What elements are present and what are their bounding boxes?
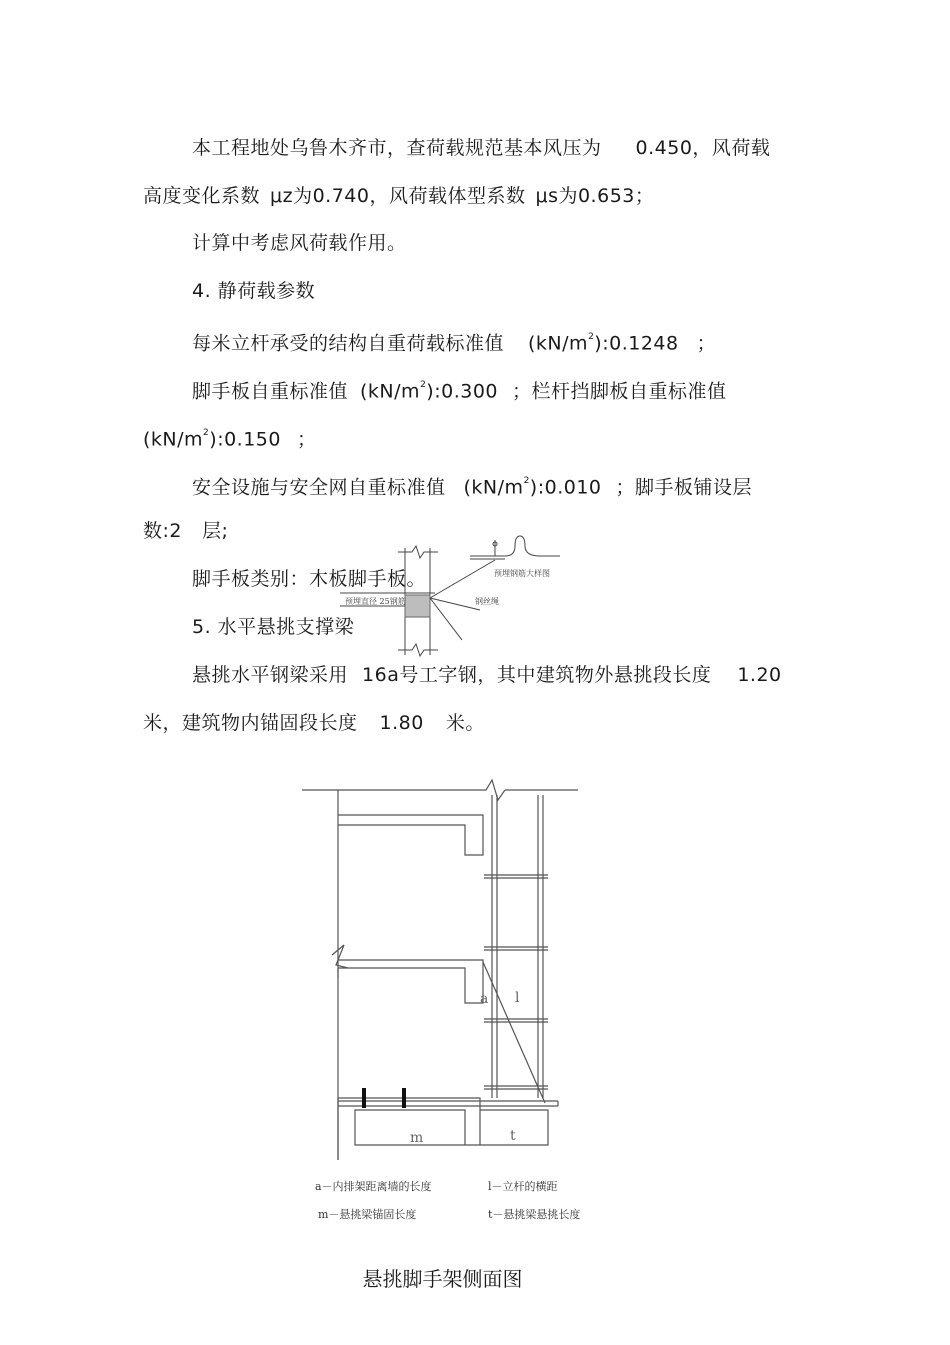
beam-text-2b: 1.80 bbox=[379, 712, 424, 734]
static-text-1a: 每米立杆承受的结构自重荷载标准值 bbox=[192, 332, 505, 355]
wire-rope-label: 钢丝绳 bbox=[475, 597, 499, 606]
a-dimension-mark: a bbox=[480, 991, 489, 1007]
beam-text-1b: 16a号工字钢，其中建筑物外悬挑段长度 bbox=[362, 664, 712, 686]
static-text-3c: ； bbox=[297, 428, 317, 451]
superscript: 2 bbox=[203, 428, 210, 438]
superscript: 2 bbox=[420, 380, 427, 390]
figure-caption: 悬挑脚手架侧面图 bbox=[362, 1267, 523, 1291]
beam-text-2c: 米。 bbox=[445, 712, 485, 734]
legend-a: a－内排架距离墙的长度 bbox=[315, 1180, 432, 1193]
legend-m: m－悬挑梁锚固长度 bbox=[318, 1208, 417, 1221]
superscript: 2 bbox=[588, 332, 595, 342]
legend-l: l－立杆的横距 bbox=[488, 1180, 558, 1193]
static-text-2d: ；栏杆挡脚板自重标准值 bbox=[512, 380, 727, 403]
l-dimension-mark: l bbox=[515, 990, 520, 1006]
static-text-4d: ；脚手板铺设层 bbox=[615, 476, 753, 499]
superscript: 2 bbox=[523, 476, 530, 486]
static-text-4c: ):0.010 bbox=[529, 476, 602, 499]
wind-text-3: 计算中考虑风荷载作用。 bbox=[192, 232, 407, 254]
static-text-6: 脚手板类别：木板脚手板。 bbox=[192, 568, 427, 590]
beam-text-1c: 1.20 bbox=[737, 664, 782, 686]
static-text-3b: ):0.150 bbox=[209, 428, 281, 451]
static-text-4a: 安全设施与安全网自重标准值 bbox=[192, 476, 446, 499]
wind-text-2a: 高度变化系数 bbox=[143, 185, 261, 207]
m-dimension-mark: m bbox=[410, 1130, 424, 1146]
static-text-5b: 层; bbox=[202, 520, 229, 542]
static-text-2b: (kN/m bbox=[360, 380, 421, 403]
embedded-bar-label: 预埋直径 25钢筋 bbox=[345, 597, 406, 606]
wind-text-2c: μs为0.653； bbox=[535, 185, 655, 207]
static-text-1c: ):0.1248 bbox=[594, 332, 679, 355]
large-detail-label: 预埋钢筋大样图 bbox=[494, 569, 550, 578]
wind-text-1b: 0.450，风荷载 bbox=[635, 137, 771, 159]
wind-text-1a: 本工程地处乌鲁木齐市，查荷载规范基本风压为 bbox=[192, 137, 602, 159]
beam-text-2a: 米，建筑物内锚固段长度 bbox=[143, 712, 358, 734]
static-text-1b: (kN/m bbox=[528, 332, 589, 355]
wind-text-2b: μz为0.740，风荷载体型系数 bbox=[270, 185, 526, 207]
static-text-2c: ):0.300 bbox=[426, 380, 499, 403]
static-text-5a: 数:2 bbox=[143, 520, 182, 542]
legend-t: t－悬挑梁悬挑长度 bbox=[488, 1208, 581, 1221]
static-text-4b: (kN/m bbox=[463, 476, 524, 499]
static-text-1d: ； bbox=[696, 332, 717, 355]
static-heading-text: 4. 静荷载参数 bbox=[192, 280, 316, 302]
beam-heading-text: 5. 水平悬挑支撑梁 bbox=[192, 616, 355, 638]
t-dimension-mark: t bbox=[510, 1128, 516, 1144]
static-text-2a: 脚手板自重标准值 bbox=[192, 380, 349, 403]
static-text-3a: (kN/m bbox=[143, 428, 204, 451]
beam-text-1a: 悬挑水平钢梁采用 bbox=[192, 664, 349, 686]
